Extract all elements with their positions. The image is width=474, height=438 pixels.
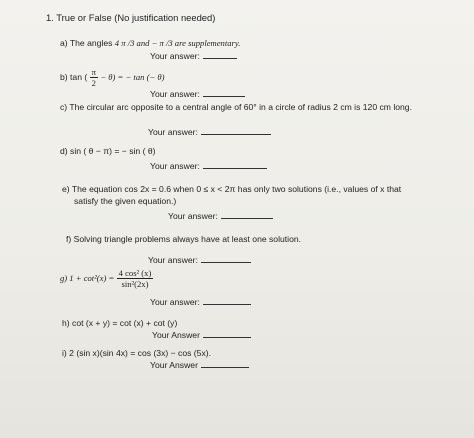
question-b-fraction-denominator: 2 <box>91 78 96 89</box>
answer-label-g: Your answer: <box>150 297 200 307</box>
answer-row-c <box>148 126 271 138</box>
answer-row-h <box>152 329 251 341</box>
question-g <box>60 266 153 290</box>
answer-row-a <box>150 50 237 62</box>
answer-row-i <box>150 359 249 371</box>
question-g-prefix: g) 1 + cot²(x) = <box>60 273 115 283</box>
answer-row-b <box>150 88 245 100</box>
question-a <box>60 38 240 49</box>
answer-label-h: Your Answer <box>152 330 200 340</box>
answer-blank-d[interactable] <box>203 160 267 169</box>
answer-label-a: Your answer: <box>150 51 200 61</box>
answer-blank-c[interactable] <box>201 126 271 135</box>
answer-label-f: Your answer: <box>148 255 198 265</box>
question-c: c) The circular arc opposite to a central angle of 60° in a circle of radius 2 cm is 120 cm long. <box>60 102 412 112</box>
answer-label-c: Your answer: <box>148 127 198 137</box>
question-g-fraction-numerator: 4 cos² (x) <box>118 268 152 279</box>
question-g-fraction-denominator: sin²(2x) <box>121 279 149 290</box>
answer-row-f <box>148 254 251 266</box>
answer-blank-h[interactable] <box>203 329 251 338</box>
question-b-fraction <box>90 67 98 88</box>
answer-label-d: Your answer: <box>150 161 200 171</box>
answer-blank-e[interactable] <box>221 210 273 219</box>
question-b-fraction-numerator: π <box>91 67 96 78</box>
question-f: f) Solving triangle problems always have at least one solution. <box>66 234 302 244</box>
answer-row-e <box>168 210 273 222</box>
question-e-line2: satisfy the given equation.) <box>74 196 177 206</box>
answer-label-e: Your answer: <box>168 211 218 221</box>
question-a-expression: 4 π /3 and − π /3 are supplementary. <box>114 38 241 48</box>
answer-blank-a[interactable] <box>203 50 237 59</box>
question-b-rest: − θ) = − tan (− θ) <box>100 72 165 82</box>
question-d: d) sin ( θ − π) = − sin ( θ) <box>60 146 156 156</box>
answer-label-i: Your Answer <box>150 360 198 370</box>
question-b-prefix: b) tan ( <box>60 72 88 82</box>
question-g-fraction <box>117 268 154 289</box>
question-i: i) 2 (sin x)(sin 4x) = cos (3x) − cos (5x). <box>62 348 211 358</box>
answer-blank-f[interactable] <box>201 254 251 263</box>
answer-blank-i[interactable] <box>201 359 249 368</box>
answer-label-b: Your answer: <box>150 89 200 99</box>
answer-blank-g[interactable] <box>203 296 251 305</box>
question-b <box>60 66 164 88</box>
question-a-prefix: a) The angles <box>60 38 113 48</box>
answer-row-g <box>150 296 251 308</box>
question-set-heading: 1. True or False (No justification needed) <box>46 12 216 23</box>
question-h: h) cot (x + y) = cot (x) + cot (y) <box>62 318 178 328</box>
answer-row-d <box>150 160 267 172</box>
question-e-line1: e) The equation cos 2x = 0.6 when 0 ≤ x < 2π has only two solutions (i.e., values of x that <box>62 184 402 194</box>
answer-blank-b[interactable] <box>203 88 245 97</box>
